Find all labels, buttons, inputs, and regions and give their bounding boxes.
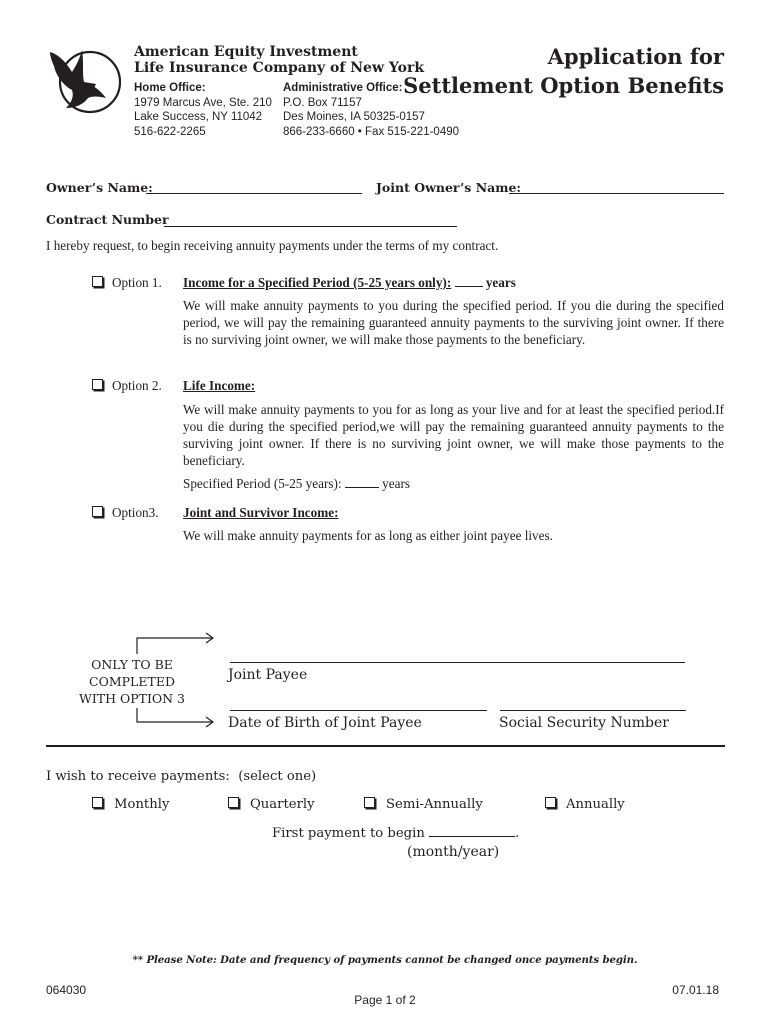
option3-body: We will make annuity payments for as long as either joint payee lives. <box>183 528 553 543</box>
owners-name-label: Owner’s Name: <box>46 180 153 195</box>
home-office-block <box>134 81 272 139</box>
form-date: 07.01.18 <box>672 983 719 997</box>
company-name-line2: Life Insurance Company of New York <box>134 60 425 76</box>
admin-office-address1: P.O. Box 71157 <box>283 96 362 109</box>
joint-owners-name-label: Joint Owner’s Name: <box>376 180 522 195</box>
option2-body: We will make annuity payments to you for as long as your live and for at least the specified period.If you die during the specified period,we will pay the remaining guaranteed annuity payments to the surviving joint owner. If there is no surviving joint owner, we will make those payments to the beneficiary. <box>183 402 724 468</box>
joint-payee-ssn-label: Social Security Number <box>499 715 669 731</box>
payments-prompt: I wish to receive payments: (select one) <box>46 769 317 784</box>
form-title-line2: Settlement Option Benefits <box>403 73 724 98</box>
option1-title-text: Income for a Specified Period (5-25 years only): <box>183 275 452 290</box>
monthly-checkbox[interactable] <box>92 797 103 808</box>
option2-years-suffix: years <box>382 476 410 491</box>
only-note-line2: COMPLETED <box>89 674 175 689</box>
option1-years-field[interactable] <box>455 275 483 287</box>
option3-title: Joint and Survivor Income: <box>183 505 339 520</box>
option2-title: Life Income: <box>183 378 256 393</box>
quarterly-checkbox[interactable] <box>228 797 239 808</box>
form-title-line1: Application for <box>547 44 724 69</box>
first-payment-period: . <box>515 826 520 841</box>
home-office-address2: Lake Success, NY 11042 <box>134 111 263 123</box>
option1-body: We will make annuity payments to you during the specified period. If you die during the specified period, we will pay the remaining guaranteed annuity payments to the surviving joint owner. If there is no surviving joint owner, we will make those payments to the beneficiary. <box>183 298 724 347</box>
only-note-line1: ONLY TO BE <box>91 657 173 672</box>
option2-specified-period <box>183 475 410 492</box>
option1-title <box>183 274 516 291</box>
option2-years-field[interactable] <box>345 476 379 488</box>
option3-label: Option3. <box>112 505 159 520</box>
joint-payee-field[interactable] <box>230 662 685 663</box>
only-note-line3: WITH OPTION 3 <box>78 691 186 706</box>
option2-specified-period-label: Specified Period (5-25 years): <box>183 476 342 491</box>
company-name-line1: American Equity Investment <box>134 44 358 60</box>
section-divider <box>46 745 725 747</box>
company-logo <box>44 44 124 116</box>
first-payment-row <box>272 825 519 841</box>
joint-payee-dob-field[interactable] <box>230 710 487 711</box>
option1-checkbox[interactable] <box>92 276 103 287</box>
option3-only-note <box>76 656 188 707</box>
semi-annually-checkbox[interactable] <box>364 797 375 808</box>
joint-payee-ssn-field[interactable] <box>500 710 686 711</box>
admin-office-address2: Des Moines, IA 50325-0157 <box>283 111 425 123</box>
please-note: ** Please Note: Date and frequency of payments cannot be changed once payments begin. <box>132 954 638 966</box>
page-number: Page 1 of 2 <box>354 993 416 1007</box>
admin-office-phone: 866-233-6660 • Fax 515-221-0490 <box>283 125 460 138</box>
month-year-hint: (month/year) <box>407 844 500 860</box>
admin-office-label: Administrative Office: <box>283 82 403 94</box>
option3-checkbox[interactable] <box>92 506 103 517</box>
contract-number-field[interactable] <box>164 226 457 227</box>
intro-text: I hereby request, to begin receiving annuity payments under the terms of my contract. <box>46 238 499 253</box>
option1-years-suffix: years <box>485 275 516 290</box>
semi-annually-label: Semi-Annually <box>386 797 483 812</box>
option1-label: Option 1. <box>112 275 162 290</box>
annually-checkbox[interactable] <box>545 797 556 808</box>
annually-label: Annually <box>566 797 625 812</box>
option2-label: Option 2. <box>112 378 162 393</box>
home-office-phone: 516-622-2265 <box>134 125 206 138</box>
joint-payee-label: Joint Payee <box>228 667 308 683</box>
form-title <box>403 42 724 100</box>
home-office-address1: 1979 Marcus Ave, Ste. 210 <box>134 96 272 109</box>
contract-number-label: Contract Number <box>46 212 169 227</box>
monthly-label: Monthly <box>114 797 170 812</box>
joint-owners-name-field[interactable] <box>509 193 724 194</box>
form-number: 064030 <box>46 983 87 997</box>
home-office-label: Home Office: <box>134 82 206 94</box>
joint-payee-dob-label: Date of Birth of Joint Payee <box>228 715 422 731</box>
option2-checkbox[interactable] <box>92 379 103 390</box>
owners-name-field[interactable] <box>146 193 362 194</box>
first-payment-field[interactable] <box>429 825 515 837</box>
first-payment-label: First payment to begin <box>272 826 425 841</box>
quarterly-label: Quarterly <box>250 797 315 812</box>
